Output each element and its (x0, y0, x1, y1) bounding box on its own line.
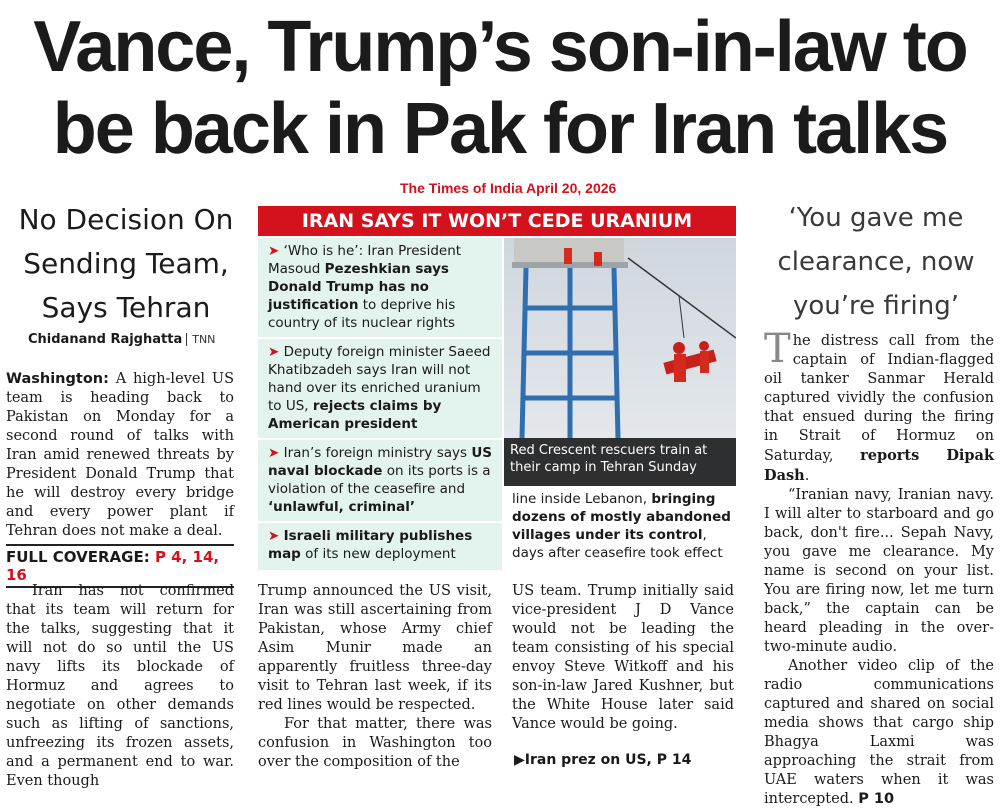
bullet-text: Iran’s foreign ministry says (283, 445, 472, 461)
mid2-para: US team. Trump initially said vice-president J D Vance would not be leading the team consisting of his special envoy Steve Witkoff and his son-in-law Jared Kushner, but the White House later said Vance would be going. (512, 583, 734, 732)
left-subhead: No Decision On Sending Team, Says Tehran (18, 203, 234, 324)
mid1-para2: For that matter, there was confusion in Washington too over the composition of the (258, 716, 492, 770)
left-para1 (6, 370, 234, 541)
dateline: Washington: (6, 371, 109, 387)
full-coverage-pages: P 4, 14, 16 (6, 548, 220, 584)
bullet-text: to deprive his country of its nuclear rights (268, 297, 456, 331)
right-p3-ref: P 10 (858, 791, 895, 807)
mid1-para1: Trump announced the US visit, Iran was still ascertaining from Pakistan, whose Army chief Asim Munir made an apparently fruitless three-day visit to Tehran last week, if its red lines would be respected. (258, 583, 492, 713)
source-line: The Times of India April 20, 2026 (400, 180, 617, 196)
right-p1-end: . (804, 468, 810, 484)
arrow-icon: ➤ (268, 243, 280, 259)
bullet-bold: ‘unlawful, criminal’ (268, 499, 415, 515)
box-continuation (512, 490, 734, 562)
full-coverage-label: FULL COVERAGE: (6, 548, 150, 566)
bullet-bold: Pezeshkian says Donald Trump has no justification (268, 261, 449, 313)
right-p1-text: he distress call from the captain of Indian-flagged oil tanker Sanmar Herald captured vividly the confusion that ensued during the firing in Strait of Hormuz on Saturday, (764, 333, 994, 464)
box-cont-bold: bringing dozens of mostly abandoned villages under its control (512, 491, 731, 543)
byline (28, 332, 215, 347)
mid-reference (514, 752, 691, 768)
right-col (764, 326, 994, 809)
box-banner: IRAN SAYS IT WON’T CEDE URANIUM (258, 206, 736, 236)
box-cont-text: , days after ceasefire took effect (512, 527, 723, 561)
left-para1-text: A high-level US team is heading back to Pakistan on Monday for a second round of talks with Iran amid renewed threats by President Donald Trump that he will destroy every bridge and every power plant if Tehran does not make a deal. (6, 371, 234, 539)
right-p1-bold: reports Dipak Dash (764, 447, 994, 484)
right-headline: ‘You gave me clearance, now you’re firing’ (777, 203, 975, 321)
byline-agency: TNN (186, 333, 215, 346)
bullet-item (258, 339, 502, 440)
bullet-bold: rejects claims by American president (268, 398, 442, 432)
mid-col-1 (258, 582, 492, 772)
bullet-bold: US naval blockade (268, 445, 492, 479)
bullet-text: of its new deployment (300, 546, 456, 562)
mid-col-2 (512, 582, 734, 734)
left-para2-text: Iran has not confirmed that its team will return for the talks, suggesting that it will not do so until the US navy lifts its blockade of Hormuz and agrees to negotiate on other demands such as lifting of sanctions, unfreezing its frozen assets, and a permanent end to war. Even though (6, 583, 234, 789)
box-cont-text: line inside Lebanon, (512, 491, 652, 507)
dropcap: T (764, 326, 791, 372)
arrow-icon: ➤ (268, 344, 280, 360)
bullet-text: Deputy foreign minister Saeed Khatibzadeh says Iran will not hand over its enriched uranium to US, (268, 344, 491, 414)
bullet-item (258, 440, 502, 523)
bullet-bold: Israeli military publishes map (268, 528, 473, 562)
left-para2 (6, 582, 234, 791)
headline: Vance, Trump’s son-in-law to be back in Pak for Iran talks (33, 7, 967, 169)
right-p2: “Iranian navy, Iranian navy. I will alter to starboard and go back, don't fire... Sepah Navy, you gave me clearance. My name is second on your list. You are firing now, let me turn back,” the captain can be heard pleading in the over-two-minute audio. (764, 487, 994, 655)
bullet-text: ‘Who is he’: Iran President Masoud (268, 243, 462, 277)
mid-ref-text: Iran prez on US, P 14 (524, 752, 692, 768)
bullet-list (258, 238, 502, 570)
arrow-icon: ➤ (268, 528, 280, 544)
bullet-item (258, 523, 502, 568)
triangle-icon: ▶ (514, 752, 525, 768)
arrow-icon: ➤ (268, 445, 280, 461)
photo-caption: Red Crescent rescuers train at their camp in Tehran Sunday (504, 438, 736, 486)
right-p3-text: Another video clip of the radio communications captured and shared on social media shows that cargo ship Bhagya Laxmi was approaching the strait from UAE waters when it was intercepted. (764, 658, 994, 807)
bullet-item (258, 238, 502, 339)
bullet-text: on its ports is a violation of the ceasefire and (268, 463, 491, 497)
byline-author: Chidanand Rajghatta (28, 332, 183, 347)
